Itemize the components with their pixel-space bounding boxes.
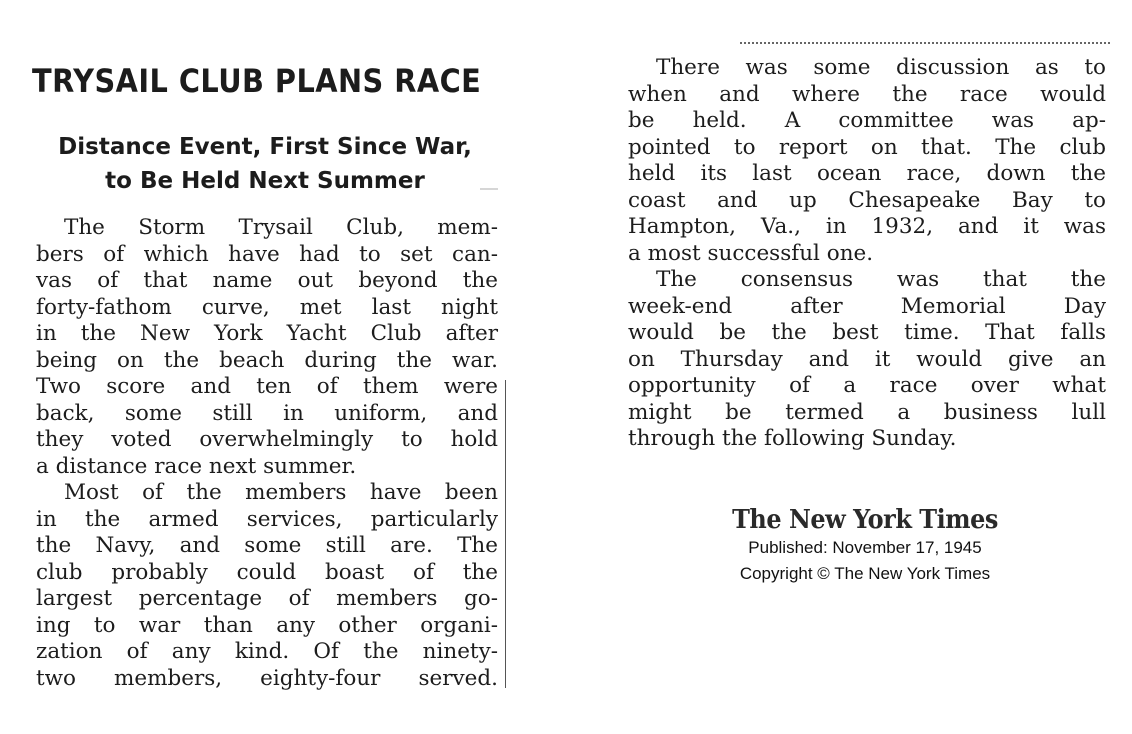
text-line: club probably could boast of the: [36, 559, 498, 585]
text-line: vas of that name out beyond the: [36, 268, 498, 293]
copyright-notice: Copyright © The New York Times: [739, 564, 991, 583]
text-line: Two score and ten of them were: [36, 374, 498, 399]
text-line: Hampton, Va., in 1932, and it was: [628, 214, 1106, 239]
published-date: Published: November 17, 1945: [748, 538, 982, 557]
text-line: The Storm Trysail Club, mem-: [64, 215, 498, 240]
text-line: be held. A committee was ap-: [628, 108, 1106, 133]
text-line: zation of any kind. Of the ninety-: [36, 639, 498, 664]
text-line: through the following Sunday.: [628, 426, 957, 451]
text-line: a most successful one.: [628, 240, 874, 266]
subhead-divider: [480, 188, 498, 190]
text-line: would be the best time. That falls: [628, 320, 1106, 345]
text-line: they voted overwhelmingly to hold: [36, 427, 498, 452]
text-line: week-end after Memorial Day: [628, 293, 1106, 319]
text-line: pointed to report on that. The club: [628, 134, 1106, 160]
text-line: in the New York Yacht Club after: [36, 321, 498, 346]
subheadline-line: to Be Held Next Summer: [105, 168, 425, 194]
subheadline: [30, 130, 500, 198]
text-line: ing to war than any other organi-: [36, 612, 498, 638]
text-line: back, some still in uniform, and: [36, 400, 498, 426]
text-line: on Thursday and it would give an: [628, 346, 1106, 372]
clipping-edge: [740, 42, 1110, 52]
text-line: being on the beach during the war.: [36, 347, 498, 373]
text-line: There was some discussion as to: [656, 55, 1106, 80]
text-line: opportunity of a race over what: [628, 373, 1106, 398]
text-line: two members, eighty-four served.: [36, 665, 498, 691]
text-line: when and where the race would: [628, 81, 1106, 107]
text-line: the Navy, and some still are. The: [36, 533, 498, 558]
article-column-left: [36, 215, 498, 692]
text-line: coast and up Chesapeake Bay to: [628, 187, 1106, 213]
text-line: a distance race next summer.: [36, 453, 357, 479]
headline: TRYSAIL CLUB PLANS RACE: [32, 62, 482, 100]
publication-footer: [700, 505, 1030, 587]
text-line: largest percentage of members go-: [36, 586, 498, 611]
text-line: forty-fathom curve, met last night: [36, 294, 498, 320]
article-column-right: [628, 55, 1106, 453]
text-line: held its last ocean race, down the: [628, 161, 1106, 186]
text-line: Most of the members have been: [64, 480, 498, 505]
text-line: The consensus was that the: [656, 267, 1106, 292]
column-rule: [505, 380, 506, 688]
nyt-logo: The New York Times: [732, 505, 998, 535]
subheadline-line: Distance Event, First Since War,: [58, 134, 472, 160]
text-line: bers of which have had to set can-: [36, 241, 498, 267]
text-line: might be termed a business lull: [628, 399, 1106, 425]
text-line: in the armed services, particularly: [36, 506, 498, 532]
